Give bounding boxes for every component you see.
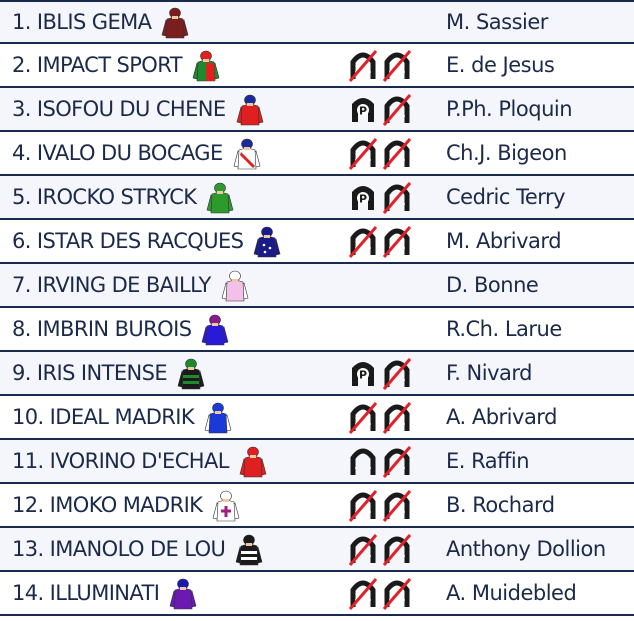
runner-label: 10. IDEAL MADRIK: [12, 405, 195, 429]
runner-name: [12, 176, 236, 218]
runner-row[interactable]: [0, 572, 634, 616]
runner-label: 13. IMANOLO DE LOU: [12, 537, 226, 561]
horseshoe-status-icon: [346, 576, 416, 610]
driver-name: A. Muidebled: [446, 581, 577, 605]
driver-name: F. Nivard: [446, 361, 532, 385]
runner-label: 5. IROCKO STRYCK: [12, 185, 197, 209]
runner-label: 3. ISOFOU DU CHENE: [12, 97, 226, 121]
jockey-silk-icon: [175, 356, 207, 390]
runner-row[interactable]: [0, 264, 634, 308]
jockey-silk-icon: [159, 5, 191, 39]
runner-name: [12, 396, 234, 438]
runner-label: 2. IMPACT SPORT: [12, 53, 182, 77]
jockey-silk-icon: [234, 92, 266, 126]
horseshoe-status-icon: [346, 180, 416, 214]
runner-name: [12, 572, 199, 614]
runner-row[interactable]: [0, 44, 634, 88]
runner-row[interactable]: [0, 220, 634, 264]
svg-text:P: P: [358, 192, 368, 206]
runner-name: [12, 2, 191, 42]
driver-name: E. de Jesus: [446, 53, 555, 77]
runner-row[interactable]: [0, 132, 634, 176]
jockey-silk-icon: [190, 48, 222, 82]
driver-name: Cedric Terry: [446, 185, 566, 209]
horseshoe-status-icon: [346, 356, 416, 390]
driver-name: B. Rochard: [446, 493, 555, 517]
runner-row[interactable]: [0, 176, 634, 220]
runner-name: [12, 440, 269, 482]
horseshoe-status-icon: [346, 532, 416, 566]
jockey-silk-icon: [251, 224, 283, 258]
driver-name: Anthony Dollion: [446, 537, 606, 561]
runner-label: 12. IMOKO MADRIK: [12, 493, 203, 517]
runner-row[interactable]: [0, 88, 634, 132]
jockey-silk-icon: [231, 136, 263, 170]
driver-name: A. Abrivard: [446, 405, 557, 429]
runner-row[interactable]: [0, 352, 634, 396]
runner-label: 1. IBLIS GEMA: [12, 10, 152, 34]
driver-name: D. Bonne: [446, 273, 539, 297]
horseshoe-status-icon: [346, 444, 416, 478]
horseshoe-status-icon: [346, 400, 416, 434]
runner-label: 9. IRIS INTENSE: [12, 361, 168, 385]
jockey-silk-icon: [219, 268, 251, 302]
runner-name: [12, 88, 266, 130]
driver-name: M. Sassier: [446, 10, 548, 34]
runner-row[interactable]: [0, 308, 634, 352]
runner-row[interactable]: [0, 396, 634, 440]
jockey-silk-icon: [199, 312, 231, 346]
runner-label: 8. IMBRIN BUROIS: [12, 317, 192, 341]
jockey-silk-icon: [204, 180, 236, 214]
svg-text:P: P: [358, 368, 368, 382]
jockey-silk-icon: [237, 444, 269, 478]
runner-label: 7. IRVING DE BAILLY: [12, 273, 211, 297]
svg-text:P: P: [358, 104, 368, 118]
runner-row[interactable]: [0, 2, 634, 44]
runner-name: [12, 484, 242, 526]
runner-name: [12, 528, 265, 570]
horseshoe-status-icon: [346, 488, 416, 522]
runner-row[interactable]: [0, 484, 634, 528]
runner-row[interactable]: [0, 440, 634, 484]
horseshoe-status-icon: [346, 224, 416, 258]
jockey-silk-icon: [233, 532, 265, 566]
runner-name: [12, 132, 263, 174]
horseshoe-status-icon: [346, 48, 416, 82]
runner-label: 6. ISTAR DES RACQUES: [12, 229, 244, 253]
driver-name: Ch.J. Bigeon: [446, 141, 567, 165]
runner-label: 4. IVALO DU BOCAGE: [12, 141, 223, 165]
runner-name: [12, 44, 222, 86]
driver-name: M. Abrivard: [446, 229, 562, 253]
runner-name: [12, 308, 231, 350]
driver-name: P.Ph. Ploquin: [446, 97, 573, 121]
runner-name: [12, 264, 251, 306]
runner-name: [12, 352, 207, 394]
horseshoe-status-icon: [346, 136, 416, 170]
jockey-silk-icon: [167, 576, 199, 610]
driver-name: R.Ch. Larue: [446, 317, 562, 341]
runner-label: 11. IVORINO D'ECHAL: [12, 449, 229, 473]
horseshoe-status-icon: [346, 92, 416, 126]
runner-row[interactable]: [0, 528, 634, 572]
runner-name: [12, 220, 283, 262]
jockey-silk-icon: [210, 488, 242, 522]
jockey-silk-icon: [202, 400, 234, 434]
runner-label: 14. ILLUMINATI: [12, 581, 160, 605]
driver-name: E. Raffin: [446, 449, 530, 473]
